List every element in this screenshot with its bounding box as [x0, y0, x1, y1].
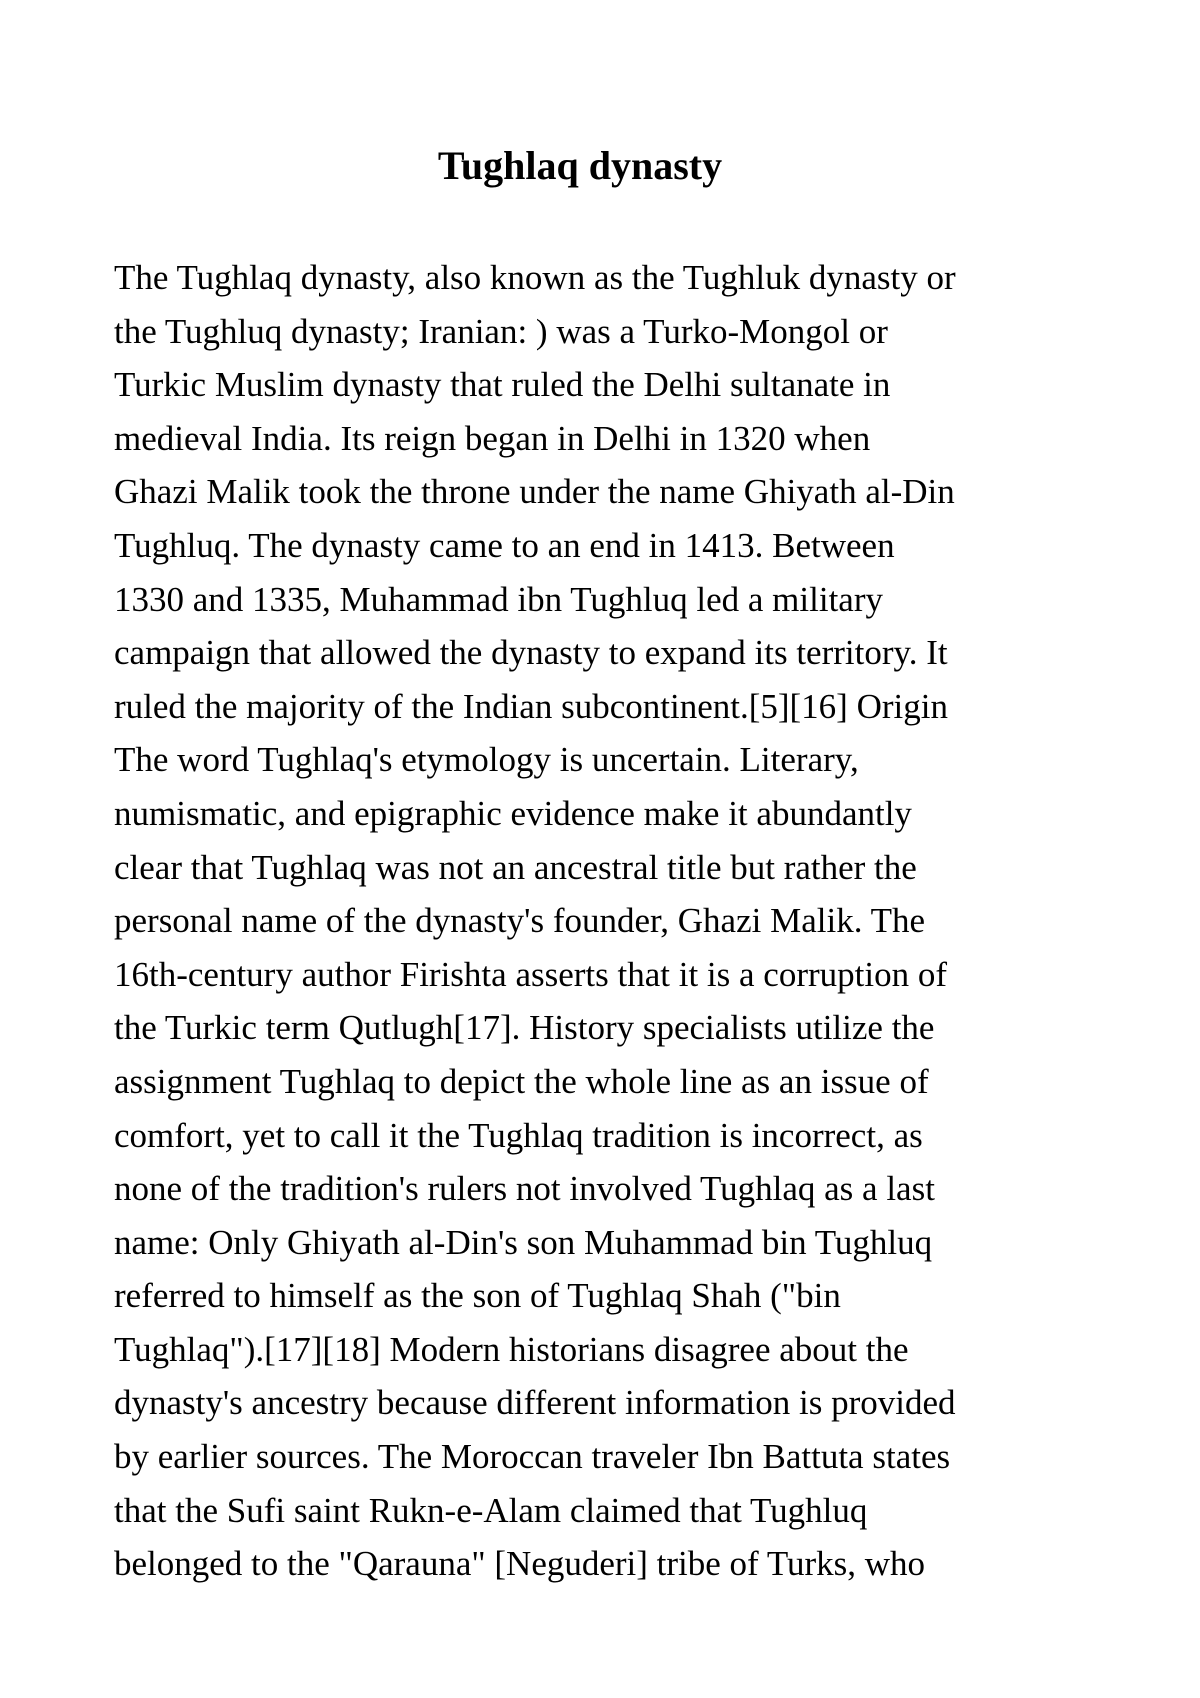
text-line: Ghazi Malik took the throne under the name Ghiyath al-Din [114, 472, 955, 512]
text-line: The Tughlaq dynasty, also known as the Tughluk dynasty or [114, 258, 956, 297]
text-line: Tughluq. The dynasty came to an end in 1413. Between [114, 525, 895, 565]
text-line: medieval India. Its reign began in Delhi in 1320 when [114, 418, 871, 458]
text-line: numismatic, and epigraphic evidence make it abundantly [114, 793, 912, 833]
text-line: the Tughluq dynasty; Iranian: ) was a Turko-Mongol or [114, 311, 888, 351]
body-paragraph [114, 251, 1114, 1591]
text-line: The word Tughlaq's etymology is uncertain. Literary, [114, 740, 859, 780]
text-line: Tughlaq").[17][18] Modern historians disagree about the [114, 1329, 909, 1369]
page-title: Tughlaq dynasty [437, 143, 723, 188]
text-line: name: Only Ghiyath al-Din's son Muhammad bin Tughluq [114, 1222, 933, 1262]
text-line: dynasty's ancestry because different information is provided [114, 1383, 956, 1423]
text-line: comfort, yet to call it the Tughlaq tradition is incorrect, as [114, 1115, 923, 1155]
text-line: personal name of the dynasty's founder, Ghazi Malik. The [114, 901, 925, 941]
text-line: Turkic Muslim dynasty that ruled the Delhi sultanate in [114, 365, 891, 405]
text-line: referred to himself as the son of Tughlaq Shah ("bin [114, 1276, 841, 1316]
text-line: assignment Tughlaq to depict the whole line as an issue of [114, 1061, 929, 1101]
text-line: the Turkic term Qutlugh[17]. History specialists utilize the [114, 1008, 935, 1048]
text-line: by earlier sources. The Moroccan traveler Ibn Battuta states [114, 1437, 951, 1477]
text-line: 16th-century author Firishta asserts that it is a corruption of [114, 954, 948, 994]
text-line: clear that Tughlaq was not an ancestral title but rather the [114, 847, 917, 887]
text-line: that the Sufi saint Rukn-e-Alam claimed that Tughluq [114, 1490, 868, 1530]
text-line: campaign that allowed the dynasty to expand its territory. It [114, 633, 948, 673]
text-line: 1330 and 1335, Muhammad ibn Tughluq led a military [114, 579, 883, 619]
text-line: belonged to the "Qarauna" [Neguderi] tribe of Turks, who [114, 1544, 926, 1584]
text-line: none of the tradition's rulers not involved Tughlaq as a last [114, 1169, 935, 1209]
text-line: ruled the majority of the Indian subcontinent.[5][16] Origin [114, 686, 948, 726]
